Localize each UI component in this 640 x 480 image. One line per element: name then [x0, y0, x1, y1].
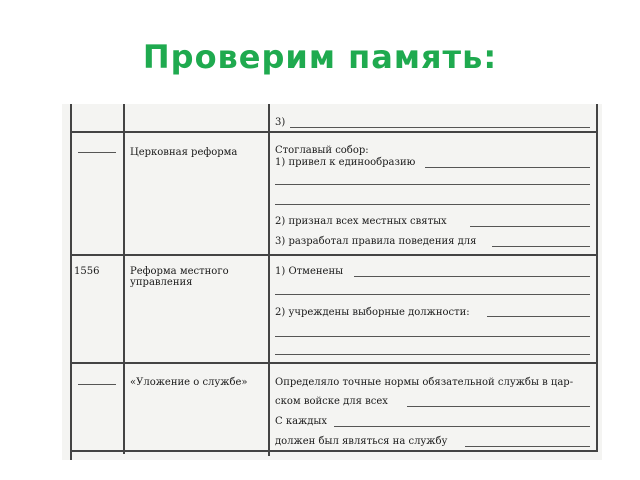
row1-item1-blank[interactable] [425, 167, 590, 168]
row-divider-1 [70, 131, 597, 133]
row0-item3: 3) [275, 117, 286, 128]
history-table [62, 104, 602, 460]
row3-line1: Определяло точные нормы обязательной службы в цар- [275, 377, 574, 388]
row2-item2-blank[interactable] [487, 316, 590, 317]
row3-line2-blank[interactable] [407, 406, 590, 407]
row2-item2: 2) учреждены выборные должности: [275, 307, 470, 318]
row1-item1-blank-line2[interactable] [275, 184, 590, 185]
row3-line3-blank[interactable] [334, 426, 590, 427]
row1-item3-blank[interactable] [492, 246, 590, 247]
row3-reform: «Уложение о службе» [130, 377, 248, 388]
row2-year: 1556 [74, 266, 100, 277]
row3-line3: С каждых [275, 416, 327, 427]
row1-item3: 3) разработал правила поведения для [275, 236, 477, 247]
row-divider-4 [70, 450, 597, 452]
row0-item3-blank[interactable] [290, 127, 590, 128]
column-divider-3 [268, 104, 270, 456]
row-divider-3 [70, 362, 597, 364]
column-divider-4 [596, 104, 598, 452]
row3-year-blank[interactable] [78, 384, 116, 385]
row1-item1-blank-line3[interactable] [275, 204, 590, 205]
row1-item1: 1) привел к единообразию [275, 157, 416, 168]
row1-item2-blank[interactable] [470, 226, 590, 227]
column-divider-2 [123, 104, 125, 454]
row2-reform-line2: управления [130, 277, 193, 288]
row1-item2: 2) признал всех местных святых [275, 216, 447, 227]
column-divider-1 [70, 104, 72, 460]
row3-line4-blank[interactable] [465, 446, 590, 447]
row3-line2: ском войске для всех [275, 396, 388, 407]
row-divider-2 [70, 254, 597, 256]
row1-reform: Церковная реформа [130, 147, 238, 158]
row2-item1-blank[interactable] [354, 276, 590, 277]
row1-year-blank[interactable] [78, 152, 116, 153]
row2-reform-line1: Реформа местного [130, 266, 229, 277]
row1-council: Стоглавый собор: [275, 145, 369, 156]
row2-item2-blank-line2[interactable] [275, 336, 590, 337]
row2-item2-blank-line3[interactable] [275, 354, 590, 355]
row3-line4: должен был являться на службу [275, 436, 448, 447]
row2-item1-blank-line2[interactable] [275, 294, 590, 295]
row2-item1: 1) Отменены [275, 266, 344, 277]
slide-title: Проверим память: [142, 38, 498, 76]
